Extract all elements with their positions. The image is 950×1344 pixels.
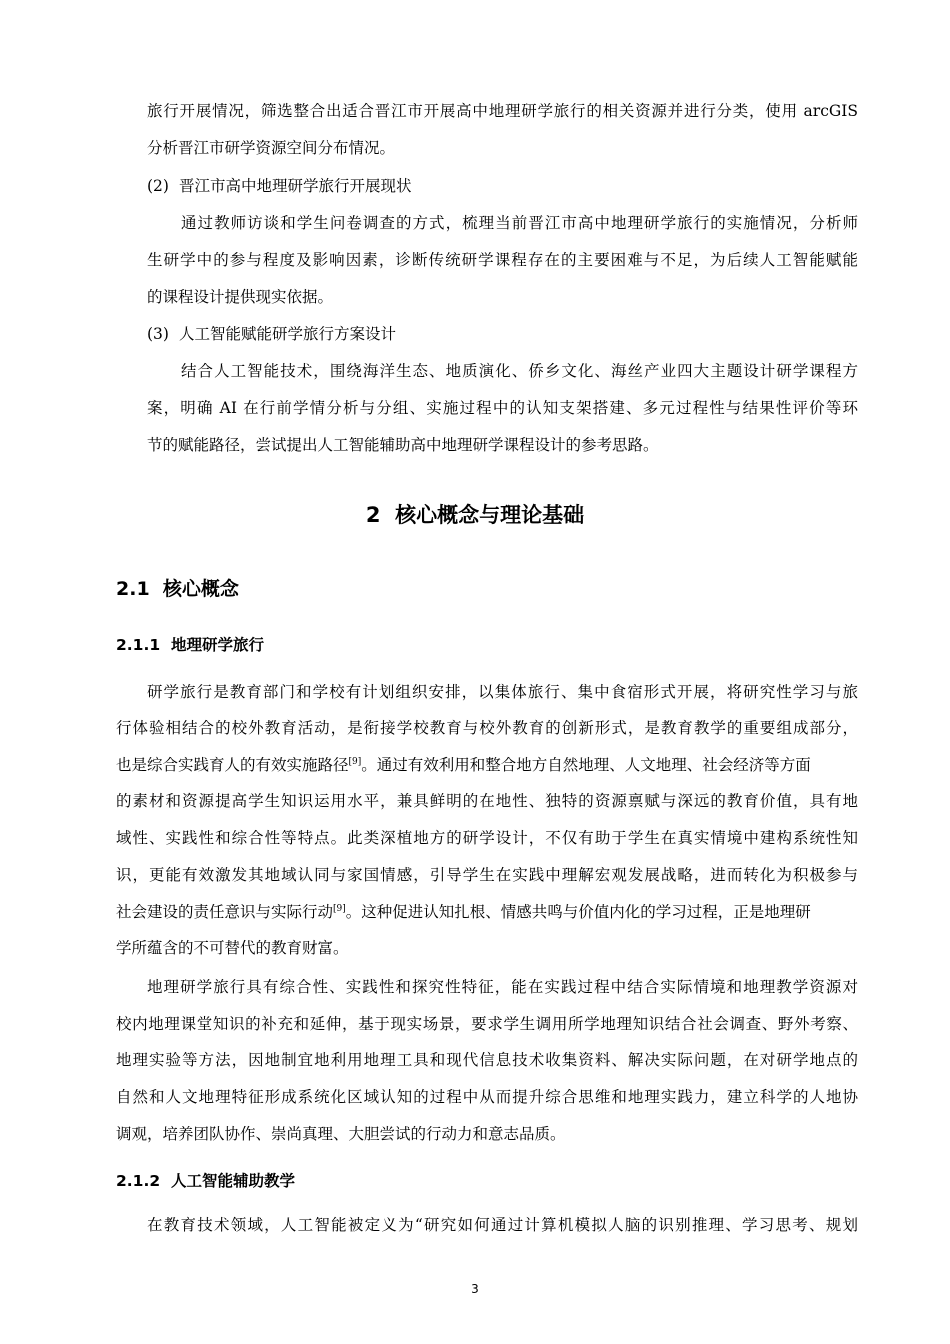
chapter-heading bbox=[0, 501, 950, 529]
list-item-label: 晋江市高中地理研学旅行开展现状 bbox=[178, 177, 412, 195]
subsection-title: 地理研学旅行 bbox=[170, 636, 264, 654]
paragraph-line: 旅行开展情况，筛选整合出适合晋江市开展高中地理研学旅行的相关资源并进行分类，使用 arcGIS bbox=[147, 102, 858, 120]
paragraph-line: 校内地理课堂知识的补充和延伸，基于现实场景，要求学生调用所学地理知识结合社会调查、野外考察、 bbox=[116, 1015, 858, 1033]
paragraph-line: 的课程设计提供现实依据。 bbox=[147, 288, 334, 306]
list-item-label: 人工智能赋能研学旅行方案设计 bbox=[178, 325, 396, 343]
citation[interactable]: [9] bbox=[333, 904, 346, 914]
paragraph-line: 学所蕴含的不可替代的教育财富。 bbox=[116, 939, 349, 957]
list-number: (2) bbox=[147, 177, 169, 195]
paragraph-line: 案，明确 AI 在行前学情分析与分组、实施过程中的认知支架搭建、多元过程性与结果性评价等环 bbox=[147, 399, 858, 417]
paragraph-line: 节的赋能路径，尝试提出人工智能辅助高中地理研学课程设计的参考思路。 bbox=[147, 436, 659, 454]
paragraph-line: 域性、实践性和综合性等特点。此类深植地方的研学设计，不仅有助于学生在真实情境中建构系统性知 bbox=[116, 829, 858, 847]
paragraph-line: 生研学中的参与程度及影响因素，诊断传统研学课程存在的主要困难与不足，为后续人工智能赋能 bbox=[147, 251, 858, 269]
paragraph-line: 社会建设的责任意识与实际行动[9]。这种促进认知扎根、情感共鸣与价值内化的学习过程，正是地理研 bbox=[116, 903, 811, 921]
paragraph-line: 在教育技术领域，人工智能被定义为“研究如何通过计算机模拟人脑的识别推理、学习思考、规划 bbox=[147, 1216, 858, 1234]
subsection-heading bbox=[116, 1170, 295, 1192]
chapter-title: 核心概念与理论基础 bbox=[395, 503, 585, 527]
paragraph-line: 行体验相结合的校外教育活动，是衔接学校教育与校外教育的创新形式，是教育教学的重要组成部分， bbox=[116, 719, 858, 737]
paragraph-line: 自然和人文地理特征形成系统化区域认知的过程中从而提升综合思维和地理实践力，建立科学的人地协 bbox=[116, 1088, 858, 1106]
chapter-number: 2 bbox=[365, 503, 381, 527]
page-number: 3 bbox=[471, 1282, 479, 1296]
citation[interactable]: [9] bbox=[348, 757, 362, 767]
subsection-heading bbox=[116, 634, 264, 656]
paragraph-line: 研学旅行是教育部门和学校有计划组织安排，以集体旅行、集中食宿形式开展，将研究性学习与旅 bbox=[147, 683, 858, 701]
subsection-number: 2.1.1 bbox=[116, 636, 161, 654]
paragraph-line: 也是综合实践育人的有效实施路径[9]。通过有效利用和整合地方自然地理、人文地理、社会经济等方面 bbox=[116, 756, 811, 774]
paragraph-line: 地理实验等方法，因地制宜地利用地理工具和现代信息技术收集资料、解决实际问题，在对研学地点的 bbox=[116, 1051, 858, 1069]
section-heading bbox=[116, 576, 239, 602]
subsection-title: 人工智能辅助教学 bbox=[170, 1172, 295, 1190]
paragraph-line: 调观，培养团队协作、崇尚真理、大胆尝试的行动力和意志品质。 bbox=[116, 1125, 566, 1143]
paragraph-line: 识，更能有效激发其地域认同与家国情感，引导学生在实践中理解宏观发展战略，进而转化为积极参与 bbox=[116, 866, 858, 884]
subsection-number: 2.1.2 bbox=[116, 1172, 161, 1190]
paragraph-line: 的素材和资源提高学生知识运用水平，兼具鲜明的在地性、独特的资源禀赋与深远的教育价值，具有地 bbox=[116, 792, 858, 810]
paragraph-line: 分析晋江市研学资源空间分布情况。 bbox=[147, 139, 396, 157]
paragraph-line: 结合人工智能技术，围绕海洋生态、地质演化、侨乡文化、海丝产业四大主题设计研学课程方 bbox=[181, 362, 858, 380]
list-item-3 bbox=[147, 324, 396, 344]
list-number: (3) bbox=[147, 325, 169, 343]
paragraph-line: 地理研学旅行具有综合性、实践性和探究性特征，能在实践过程中结合实际情境和地理教学资源对 bbox=[147, 978, 858, 996]
list-item-2 bbox=[147, 176, 411, 196]
paragraph-line: 通过教师访谈和学生问卷调查的方式，梳理当前晋江市高中地理研学旅行的实施情况，分析师 bbox=[181, 214, 858, 232]
section-title: 核心概念 bbox=[162, 578, 239, 600]
section-number: 2.1 bbox=[116, 578, 150, 600]
